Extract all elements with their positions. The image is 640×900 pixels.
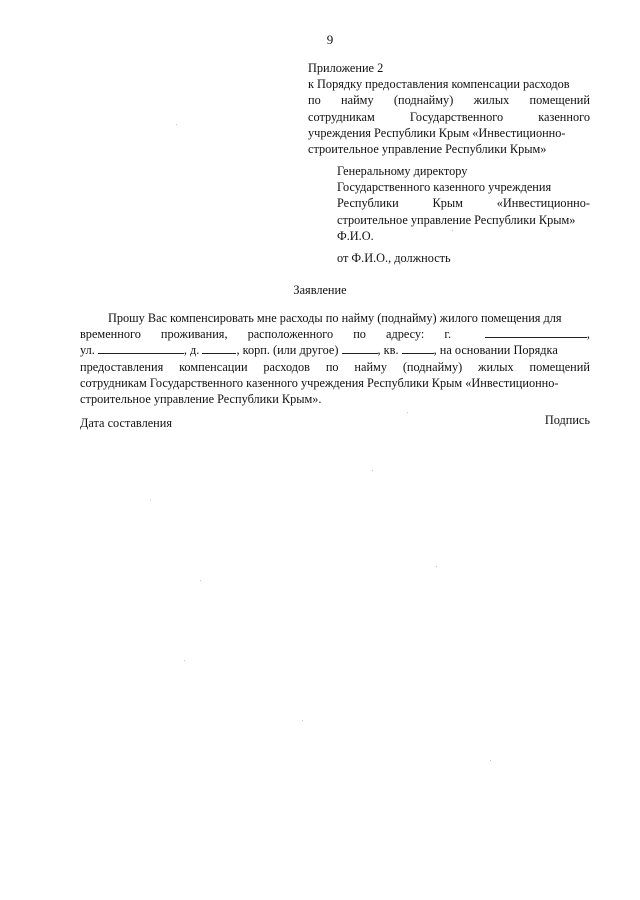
apartment-label: , кв. [377,343,399,358]
addressee-block [337,163,590,244]
sender-line: от Ф.И.О., должность [337,251,451,265]
appendix-line-2 [308,92,590,108]
document-title: Заявление [293,283,347,297]
appendix-word: жилых [473,93,510,108]
addressee-word: «Инвестиционно- [496,196,590,211]
page-number: 9 [326,32,334,47]
appendix-word: помещений [529,93,590,108]
application-body [80,310,590,407]
scan-speck [452,230,453,231]
city-blank [485,326,587,338]
body-word: по [353,327,366,342]
body-word: по [325,359,339,374]
appendix-text: учреждения Республики Крым «Инвестиционно- [308,125,566,140]
building-label: , корп. (или другое) [236,343,339,358]
appendix-line-1 [308,76,590,92]
body-word: расположенного [247,327,334,342]
body-word: временного [80,327,141,342]
body-word: проживания, [160,327,228,342]
scan-speck [184,660,185,661]
appendix-text: к Порядку предоставления компенсации расходов [308,77,570,92]
appendix-word: Государственного [409,109,504,124]
addressee-position: Генеральному директору [337,164,468,178]
body-word: адресу: [385,327,425,342]
scan-speck [372,470,373,471]
scan-speck [302,720,303,721]
body-line-4 [80,359,590,375]
addressee-word: Республики [337,196,399,211]
body-line-3 [80,342,590,358]
body-line-2 [80,326,590,342]
scan-speck [200,580,201,581]
appendix-word: казенного [538,109,590,124]
appendix-word: (поднайму) [393,93,454,108]
addressee-name: Ф.И.О. [337,228,374,243]
appendix-word: сотрудникам [308,109,375,124]
body-word: предоставления [80,359,164,374]
scan-speck [176,124,177,125]
body-line-1 [80,310,590,326]
street-label: ул. [80,343,95,358]
body-line-6 [80,391,590,407]
body-word: (поднайму) [402,359,463,374]
apartment-blank [402,342,434,354]
addressee-organization-line-4: строительное управление Республики Крым» [337,212,576,227]
scan-speck [436,566,437,567]
body-word: найму [354,359,387,374]
street-blank [98,342,184,354]
appendix-title: Приложение 2 [308,61,384,75]
body-text: строительное управление Республики Крым». [80,392,322,407]
scan-speck [490,760,491,761]
appendix-line-3 [308,109,590,125]
appendix-block [308,60,590,157]
body-word: жилых [478,359,514,374]
basis-text: , на основании Порядка [433,343,558,358]
house-label: , д. [183,343,200,358]
body-text: Прошу Вас компенсировать мне расходы по найму (поднайму) жилого помещения для [108,311,562,325]
addressee-organization-line-3 [337,195,590,211]
body-line-5 [80,375,590,391]
appendix-word: по [308,93,321,108]
city-comma: , [586,327,590,342]
address-street [80,342,558,358]
appendix-line-4 [308,125,590,141]
appendix-word: найму [341,93,374,108]
scan-speck [150,500,151,501]
body-word: помещений [529,359,590,374]
signature-label: Подпись [544,413,590,427]
addressee-word: Крым [432,196,463,211]
body-word: компенсации [179,359,248,374]
house-blank [202,342,236,354]
body-text: сотрудникам Государственного казенного учреждения Республики Крым «Инвестиционно- [80,375,559,390]
scan-speck [407,412,408,413]
city-field [444,326,590,342]
building-blank [342,342,378,354]
body-word: расходов [263,359,310,374]
addressee-organization: Государственного казенного учреждения [337,180,552,195]
city-label: г. [444,327,452,342]
date-label: Дата составления [80,416,172,430]
appendix-line-5: строительное управление Республики Крым» [308,142,547,157]
